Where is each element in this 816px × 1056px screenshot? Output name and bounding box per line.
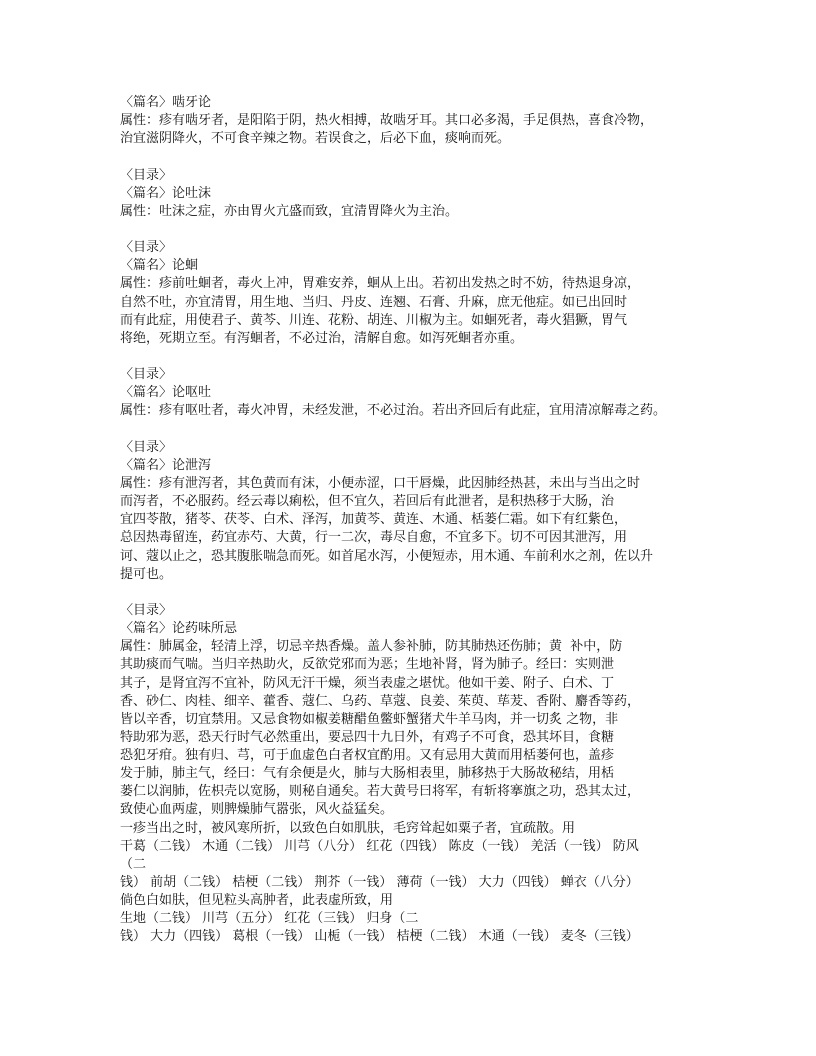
section-title: 〈篇名〉啮牙论 [120,95,212,110]
body-text-line: 提可也。 [120,566,173,582]
section-title: 〈篇名〉论药味所忌 [120,621,238,637]
body-text-line: 香、砂仁、肉桂、细辛、藿香、蔻仁、乌药、草蔻、良姜、茱萸、荜茇、香附、麝香等药， [120,693,641,709]
section-title: 〈篇名〉论吐沫 [120,185,212,201]
body-text-line: 属性：疹有呕吐者，毒火冲胃，未经发泄，不必过治。若出齐回后有此症，宜用清凉解毒之药。 [120,403,667,419]
body-text-line: 发于肺，肺主气，经曰：气有余便是火，肺与大肠相表里，肺移热于大肠故秘结，用栝 [120,766,615,782]
blank-line [120,421,720,439]
body-text-line: 恐犯牙疳。独有归、芎，可于血虚色白者权宜酌用。又有忌用大黄而用栝蒌何也，盖疹 [120,748,615,764]
blank-line [120,348,720,366]
body-text-line: 钱） 大力（四钱） 葛根（一钱） 山栀（一钱） 桔梗（二钱） 木通（一钱） 麦冬（三钱） [120,929,639,945]
blank-line [120,148,720,166]
body-text-line: 蒌仁以润肺，佐枳壳以宽肠，则秘自通矣。若大黄号曰将军，有斩将搴旗之功，恐其太过， [120,784,641,800]
document-section [120,148,720,221]
blank-line [120,584,720,602]
body-text-line: 倘色白如肤，但见粒头高肿者，此表虚所致，用 [120,893,394,909]
section-title: 〈篇名〉论呕吐 [120,385,212,401]
toc-marker: 〈目录〉 [120,240,173,256]
body-text-line: 钱） 前胡（二钱） 桔梗（二钱） 荆芥（一钱） 薄荷（一钱） 大力（四钱） 蝉衣（八分） [120,875,639,891]
blank-line [120,221,720,239]
section-title: 〈篇名〉论泄泻 [120,457,212,473]
body-text-line: 特助邪为恶，恐天行时气必然重出，要忌四十九日外，有鸡子不可食，恐其坏目，食糖 [120,729,615,745]
body-text-line: 诃、蔻以止之，恐其腹胀喘急而死。如首尾水泻，小便短赤，用木通、车前利水之剂，佐以升 [120,548,654,564]
body-text-line: 治宜滋阴降火，不可食辛辣之物。若误食之，后必下血，痰响而死。 [120,131,511,147]
body-text-line: （二 [120,856,147,872]
toc-marker: 〈目录〉 [120,602,173,618]
body-text-line: 属性：疹有泄泻者，其色黄而有沫，小便赤涩，口干唇燥，此因肺经热甚，未出与当出之时 [120,475,641,491]
body-text-line: 皆以辛香，切宜禁用。又忌食物如椒姜糖醋鱼鳖虾蟹猪犬牛羊马肉，并一切炙 之物，非 [120,711,619,727]
document-section [120,94,720,148]
body-text-line: 属性：疹有啮牙者，是阳陷于阴，热火相搏，故啮牙耳。其口必多渴，手足俱热，喜食冷物， [120,113,654,129]
body-text-line: 属性：疹前吐蛔者，毒火上冲，胃难安养，蛔从上出。若初出发热之时不妨，待热退身凉， [120,276,641,292]
document-section [120,421,720,584]
body-text-line: 自然不吐，亦宜清胃，用生地、当归、丹皮、连翘、石膏、升麻，庶无他症。如已出回时 [120,294,628,310]
toc-marker: 〈目录〉 [120,167,173,183]
toc-marker: 〈目录〉 [120,367,173,383]
body-text-line: 将绝，死期立至。有泻蛔者，不必过治，清解自愈。如泻死蛔者亦重。 [120,330,524,346]
body-text-line: 生地（二钱） 川芎（五分） 红花（三钱） 归身（二 [120,911,419,927]
document-section [120,584,720,947]
body-text-line: 干葛（二钱） 木通（二钱） 川芎（八分） 红花（四钱） 陈皮（一钱） 羌活（一钱） 防风 [120,838,639,854]
document-section [120,221,720,348]
section-title: 〈篇名〉论蛔 [120,258,199,274]
document-page [120,94,720,947]
body-text-line: 宜四苓散，猪苓、茯苓、白术、泽泻，加黄芩、黄连、木通、栝蒌仁霜。如下有红紫色， [120,512,628,528]
body-text-line: 总因热毒留连，药宜赤芍、大黄，行一二次，毒尽自愈，不宜多下。切不可因其泄泻，用 [120,530,628,546]
body-text-line: 其助痰而气喘。当归辛热助火，反欲党邪而为恶；生地补肾，肾为肺子。经曰：实则泄 [120,657,615,673]
body-text-line: 致使心血两虚，则脾燥肺气嚣张，风火益猛矣。 [120,802,394,818]
body-text-line: 属性：肺属金，轻清上浮，切忌辛热香燥。盖人参补肺，防其肺热还伤肺；黄 补中，防 [120,639,623,655]
body-text-line: 而有此症，用使君子、黄芩、川连、花粉、胡连、川椒为主。如蛔死者，毒火猖獗，胃气 [120,312,628,328]
body-text-line: 其子，是肾宜泻不宜补，防风无汗干燥，须当表虚之堪忧。他如干姜、附子、白术、丁 [120,675,615,691]
body-text-line: 属性：吐沫之症，亦由胃火亢盛而致，宜清胃降火为主治。 [120,203,459,219]
body-text-line: 一疹当出之时，被风寒所折，以致色白如肌肤，毛窍耸起如粟子者，宜疏散。用 [120,820,576,836]
body-text-line: 而泻者，不必服药。经云毒以痢松，但不宜久，若回后有此泄者，是积热移于大肠，治 [120,494,615,510]
toc-marker: 〈目录〉 [120,439,173,455]
document-section [120,348,720,421]
